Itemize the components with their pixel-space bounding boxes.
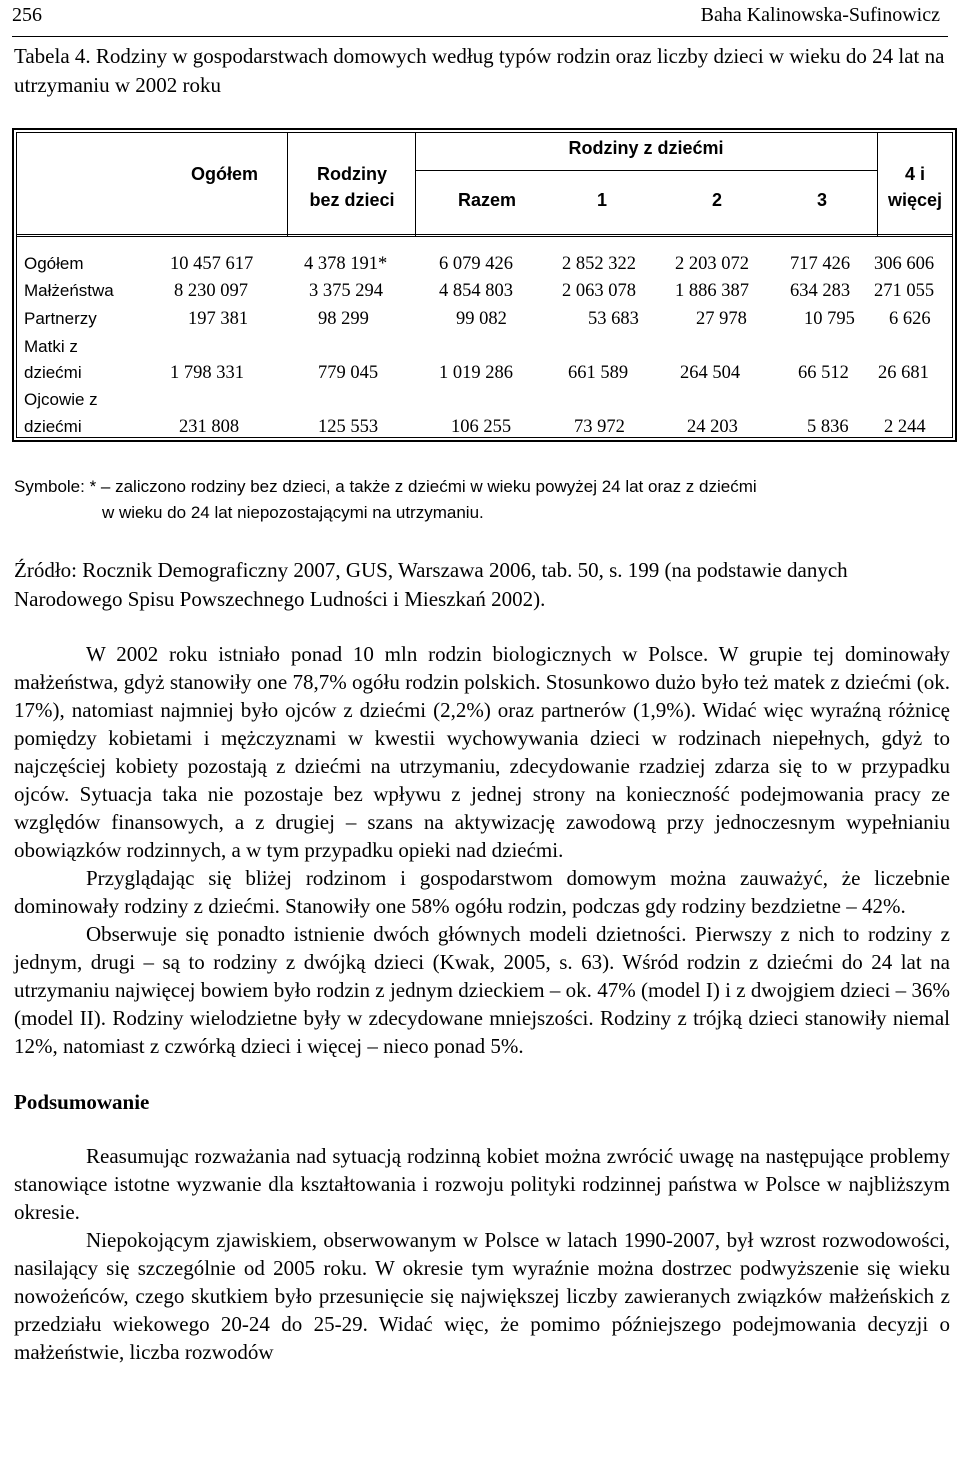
- header-col-4-line2: więcej: [887, 190, 943, 210]
- row-label: Ogółem: [24, 254, 84, 273]
- table-cell: 98 299: [318, 309, 369, 329]
- table-cell: 264 504: [680, 363, 741, 383]
- page-number: 256: [12, 4, 42, 26]
- header-col-3: 3: [816, 190, 827, 210]
- header-col-4-line1: 4 i: [904, 164, 925, 184]
- table-cell: 24 203: [687, 417, 738, 437]
- header-razem: Razem: [457, 190, 517, 210]
- row-label: dziećmi: [24, 363, 82, 382]
- table-cell: 5 836: [807, 417, 849, 437]
- row-label: Małżeństwa: [24, 281, 114, 300]
- table-cell: 1 019 286: [439, 363, 513, 383]
- table-cell: 779 045: [318, 363, 379, 383]
- table-cell: 2 244: [884, 417, 926, 437]
- source-note: Źródło: Rocznik Demograficzny 2007, GUS, Warszawa 2006, tab. 50, s. 199 (na podstawie danych Narodowego Spisu Powszechnego Ludności i Mieszkań 2002).: [14, 558, 848, 611]
- col-divider: [877, 132, 878, 236]
- row-label: Partnerzy: [24, 309, 97, 328]
- author-name: Baha Kalinowska-Sufinowicz: [700, 4, 940, 26]
- header-col-2: 2: [711, 190, 722, 210]
- table-footnote: [14, 474, 950, 526]
- header-bez-dzieci: bez dzieci: [309, 190, 395, 210]
- table-cell: 106 255: [451, 417, 512, 437]
- table-cell: 6 626: [889, 309, 931, 329]
- table-cell: 1 886 387: [675, 281, 749, 301]
- table-cell: 66 512: [798, 363, 849, 383]
- table-cell: 2 063 078: [562, 281, 636, 301]
- footnote-line: w wieku do 24 lat niepozostającymi na utrzymaniu.: [102, 503, 484, 522]
- table-cell: 271 055: [874, 281, 935, 301]
- table-cell: 1 798 331: [170, 363, 244, 383]
- table-cell: 10 457 617: [170, 254, 254, 274]
- table-cell: 53 683: [588, 309, 639, 329]
- table-cell: 6 079 426: [439, 254, 513, 274]
- table-cell: 125 553: [318, 417, 379, 437]
- table-cell: 306 606: [874, 254, 935, 274]
- row-label: Matki z: [24, 337, 78, 356]
- table-cell: 2 203 072: [675, 254, 749, 274]
- table-cell: 197 381: [188, 309, 249, 329]
- table-cell: 99 082: [456, 309, 507, 329]
- main-text: [14, 640, 950, 1366]
- table-cell: 8 230 097: [174, 281, 248, 301]
- table-caption: Tabela 4. Rodziny w gospodarstwach domowych według typów rodzin oraz liczby dzieci w wieku do 24 lat na utrzymaniu w 2002 roku: [14, 44, 945, 97]
- row-label: dziećmi: [24, 417, 82, 436]
- table-cell: 2 852 322: [562, 254, 636, 274]
- paragraph: Niepokojącym zjawiskiem, obserwowanym w Polsce w latach 1990-2007, był wzrost rozwodowości, nasilający się szczególnie od 2005 roku. W okresie tym wyraźnie można dostrzec podwyższenie się wieku nowożeńców, czego skutkiem było przesunięcie się największej liczby zawieranych związków małżeńskich z przedziału wiekowego 20-24 do 25-29. Widać więc, że pomimo późniejszego podejmowania decyzji o małżeństwie, liczba rozwodów: [14, 1228, 950, 1364]
- header-separator: [16, 234, 953, 237]
- table-cell: 231 808: [179, 417, 240, 437]
- col-divider: [287, 132, 288, 236]
- subheader-divider: [415, 170, 877, 171]
- table-cell: 661 589: [568, 363, 629, 383]
- paragraph: Obserwuje się ponadto istnienie dwóch głównych modeli dzietności. Pierwszy z nich to rodziny z jednym, drugi – są to rodziny z dwójką dzieci (Kwak, 2005, s. 63). Wśród rodzin z dziećmi do 24 lat na utrzymaniu najwięcej bowiem było rodzin z jednym dzieckiem – ok. 47% (model I) i z dwojgiem dzieci – 36% (model II). Rodziny wielodzietne były w zdecydowane mniejszości. Rodziny z trójką dzieci stanowiły niemal 12%, natomiast z czwórką dzieci i więcej – nieco ponad 5%.: [14, 922, 950, 1058]
- table-cell: 4 854 803: [439, 281, 513, 301]
- header-rodziny-z-dziecmi: Rodziny z dziećmi: [568, 138, 724, 158]
- table-cell: 634 283: [790, 281, 851, 301]
- row-label: Ojcowie z: [24, 390, 98, 409]
- header-col-1: 1: [596, 190, 607, 210]
- header-ogolem: Ogółem: [190, 164, 258, 184]
- table-cell: 27 978: [696, 309, 747, 329]
- table-cell: 10 795: [804, 309, 855, 329]
- table-cell: 26 681: [878, 363, 929, 383]
- running-header: [12, 0, 948, 37]
- data-table: [12, 128, 957, 442]
- table-cell: 717 426: [790, 254, 851, 274]
- section-heading: Podsumowanie: [14, 1090, 150, 1114]
- paragraph: W 2002 roku istniało ponad 10 mln rodzin biologicznych w Polsce. W grupie tej dominowały małżeństwa, gdyż stanowiły one 78,7% ogółu rodzin polskich. Stosunkowo dużo było też matek z dziećmi (ok. 17%), natomiast najmniej było ojców z dziećmi (2,2%) oraz partnerów (1,9%). Widać więc wyraźną różnicę pomiędzy kobietami i mężczyznami w kwestii wychowywania dzieci w rodzinach niepełnych, gdyż to najczęściej kobiety pozostają z dziećmi na utrzymaniu, zdecydowanie rzadziej zdarza się to w przypadku ojców. Sytuacja taka nie pozostaje bez wpływu z jednej strony na konieczność podejmowania pracy ze względów finansowych, a z drugiej – szans na aktywizację zawodową przy jednoczesnym wypełnianiu obowiązków rodzinnych, a w tym przypadku opieki nad dziećmi.: [14, 642, 950, 862]
- paragraph: Przyglądając się bliżej rodzinom i gospodarstwom domowym można zauważyć, że liczebnie dominowały rodziny z dziećmi. Stanowiły one 58% ogółu rodzin, podczas gdy rodziny bezdzietne – 42%.: [14, 866, 950, 918]
- table-cell: 73 972: [574, 417, 625, 437]
- header-rodziny: Rodziny: [317, 164, 387, 184]
- table-cell: 4 378 191*: [304, 254, 388, 274]
- table-cell: 3 375 294: [309, 281, 383, 301]
- footnote-line: Symbole: * – zaliczono rodziny bez dzieci, a także z dziećmi w wieku powyżej 24 lat oraz z dziećmi: [14, 477, 757, 496]
- paragraph: Reasumując rozważania nad sytuacją rodzinną kobiet można zwrócić uwagę na następujące problemy stanowiące istotne wyzwanie dla kształtowania i rozwoju polityki rodzinnej państwa w Polsce w najbliższym okresie.: [14, 1144, 950, 1224]
